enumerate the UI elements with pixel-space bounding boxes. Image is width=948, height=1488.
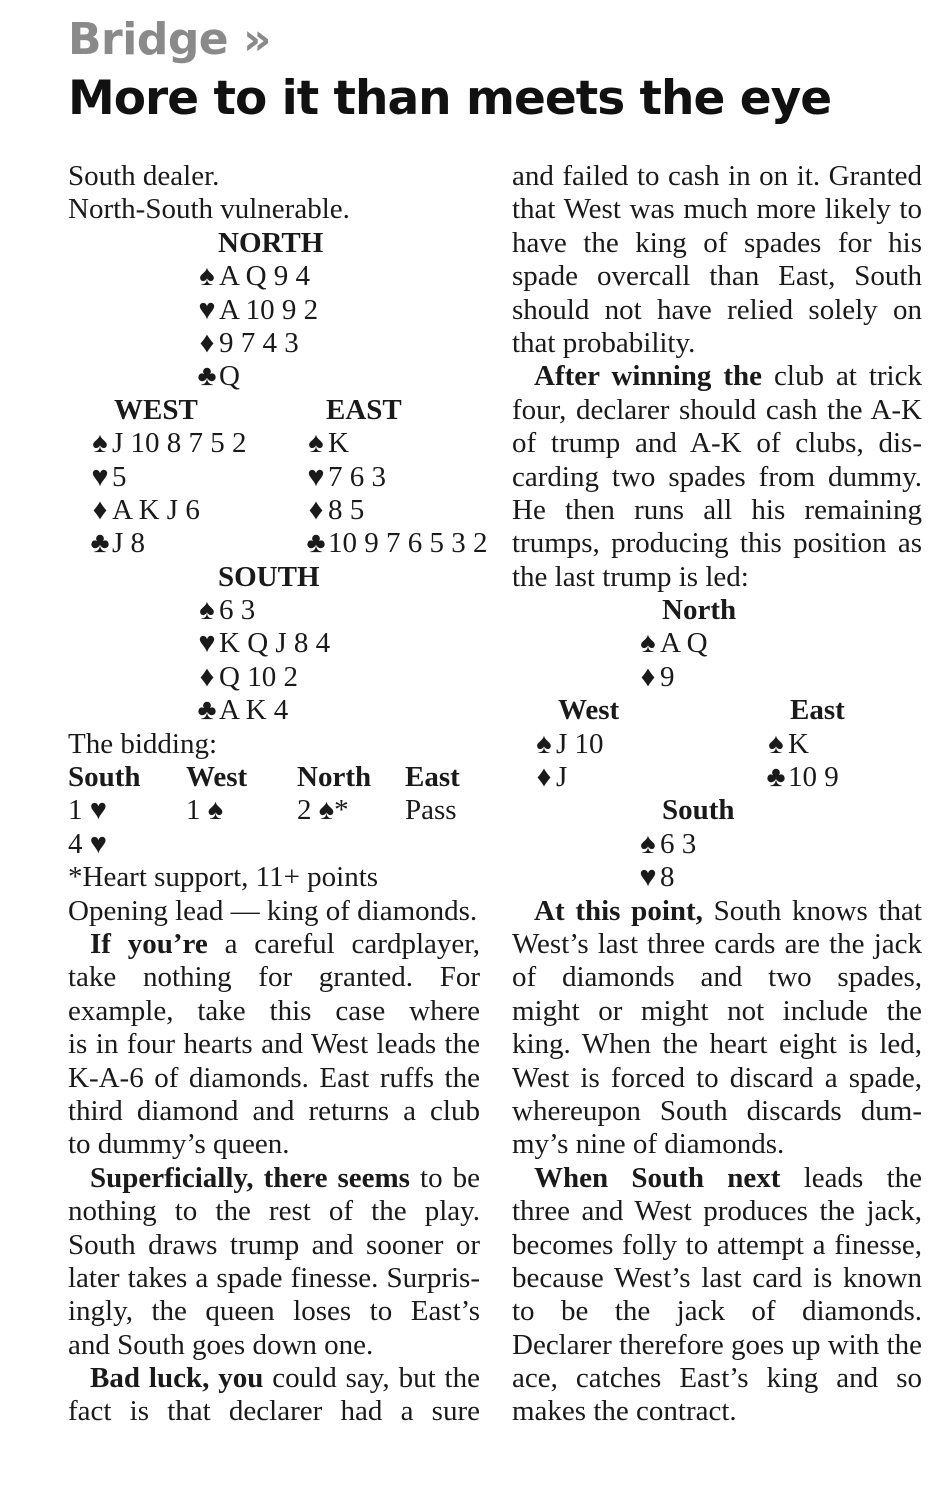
text-run: leads the [803, 1161, 922, 1194]
south-spades [68, 594, 480, 627]
text-run: four, declarer should cash the A-K [512, 393, 922, 426]
spade-icon: ♠ [92, 427, 108, 460]
text-run: take nothing for granted. For [68, 961, 480, 994]
text-line [68, 1262, 480, 1295]
text-run: and South goes down one. [68, 1328, 374, 1361]
text-line [512, 1329, 922, 1362]
spade-icon: ♠ [768, 727, 784, 760]
east-spades-cards: K [328, 427, 349, 460]
text-line [512, 394, 922, 427]
text-run: carding two spades from dummy. [512, 460, 922, 493]
text-line [512, 160, 922, 193]
position-west-east-labels [512, 694, 922, 727]
lead-in: When South next [534, 1161, 781, 1194]
text-run: is in four hearts and West leads the [68, 1028, 480, 1061]
bid-cell: 1 ♠ [186, 794, 224, 827]
text-line [512, 1095, 922, 1128]
text-line [68, 1162, 480, 1195]
text-run: a careful cardplayer, [224, 927, 480, 960]
diamond-icon: ♦ [199, 660, 215, 693]
article-body-right-bottom [512, 895, 922, 1429]
text-line [68, 995, 480, 1028]
position-south-hearts [512, 861, 922, 894]
text-line [512, 294, 922, 327]
lead-in: At this point, [534, 894, 703, 927]
vulnerability-line: North-South vulnerable. [68, 193, 350, 226]
north-label: NORTH [218, 226, 324, 259]
text-run: trumps, producing this position as [512, 527, 922, 560]
north-diamonds [68, 327, 480, 360]
text-line [512, 360, 922, 393]
text-run: West is forced to discard a spade, [512, 1061, 922, 1094]
heart-icon: ♥ [91, 460, 109, 493]
south-diamonds [68, 661, 480, 694]
text-line [512, 1262, 922, 1295]
left-column [68, 160, 488, 1429]
club-icon: ♣ [766, 761, 786, 794]
bid-header-east: East [405, 761, 460, 794]
position-we-spades [512, 728, 922, 761]
lead-in: Bad luck, you [90, 1362, 264, 1395]
position-east: East [790, 694, 845, 727]
text-run: have the king of spades for his [512, 226, 922, 259]
text-line [512, 1362, 922, 1395]
text-run: spade overcall than East, South [512, 260, 922, 293]
section-kicker: Bridge » [68, 14, 271, 65]
text-line [68, 1295, 480, 1328]
text-run: three and West produces the jack, [512, 1195, 922, 1228]
text-run: that West was much more likely to [512, 193, 922, 226]
page-title: More to it than meets the eye [68, 71, 832, 126]
text-line [512, 227, 922, 260]
text-run: to dummy’s queen. [68, 1128, 290, 1161]
bid-header-north: North [297, 761, 372, 794]
text-run: K-A-6 of diamonds. East ruffs the [68, 1061, 480, 1094]
text-line [512, 494, 922, 527]
bid-header-west: West [186, 761, 248, 794]
lead-in: Superficially, there seems [90, 1161, 410, 1194]
text-line [512, 427, 922, 460]
west-east-spades [68, 427, 480, 460]
position-we-minors [512, 761, 922, 794]
spade-icon: ♠ [199, 594, 215, 627]
text-run: of diamonds and two spades, [512, 961, 922, 994]
text-line [68, 961, 480, 994]
text-run: ingly, the queen loses to East’s [68, 1295, 480, 1328]
opening-lead: Opening lead — king of diamonds. [68, 894, 478, 927]
text-line [68, 1362, 480, 1395]
text-line [512, 1195, 922, 1228]
diamond-icon: ♦ [536, 761, 552, 794]
position-south: South [662, 794, 735, 827]
text-run: third diamond and returns a club [68, 1094, 480, 1127]
diamond-icon: ♦ [199, 326, 215, 359]
west-diamonds-cards: A K J 6 [112, 493, 200, 526]
north-hearts [68, 294, 480, 327]
north-hand-label [68, 227, 480, 260]
position-north: North [662, 594, 737, 627]
east-clubs-cards: 10 9 7 6 5 3 2 [328, 527, 488, 560]
bidding-title: The bidding: [68, 727, 218, 760]
west-east-labels [68, 394, 480, 427]
text-line [68, 1028, 480, 1061]
position-west-diamonds-cards: J [556, 761, 568, 794]
club-icon: ♣ [197, 694, 217, 727]
diamond-icon: ♦ [92, 493, 108, 526]
text-run: king. When the heart eight is led, [512, 1028, 922, 1061]
bid-header-south: South [68, 761, 141, 794]
text-line [68, 1395, 480, 1428]
position-south-spades [512, 828, 922, 861]
bidding-header-row [68, 761, 480, 794]
dealer-line: South dealer. [68, 160, 220, 192]
text-line [512, 1295, 922, 1328]
south-hand-label [68, 561, 480, 594]
text-run: whereupon South discards dum- [512, 1094, 922, 1127]
west-hearts-cards: 5 [112, 460, 127, 493]
bid-cell: 4 ♥ [68, 827, 107, 860]
bidding-note: *Heart support, 11+ points [68, 861, 379, 894]
text-line [68, 1329, 480, 1362]
text-run: example, take this case where [68, 994, 480, 1027]
position-west: West [558, 694, 620, 727]
west-east-clubs [68, 527, 488, 560]
position-north-diamonds-cards: 9 [660, 660, 675, 693]
text-run: and failed to cash in on it. Granted [512, 160, 922, 192]
right-column [512, 160, 922, 1429]
north-clubs-cards: Q [219, 360, 240, 393]
text-run: to be the jack of diamonds. [512, 1295, 922, 1328]
north-spades [68, 260, 480, 293]
text-line [512, 995, 922, 1028]
north-diamonds-cards: 9 7 4 3 [219, 326, 299, 359]
bidding-row [68, 794, 480, 827]
text-line [512, 327, 922, 360]
bid-cell: 2 ♠* [297, 794, 349, 827]
position-north-diamonds [512, 661, 922, 694]
heart-icon: ♥ [198, 627, 216, 660]
position-east-clubs-cards: 10 9 [788, 761, 839, 794]
text-run: to be [409, 1161, 480, 1194]
club-icon: ♣ [90, 527, 110, 560]
text-run: Declarer therefore goes up with the [512, 1328, 922, 1361]
south-hearts-cards: K Q J 8 4 [219, 627, 331, 660]
article-body-right-top [512, 160, 922, 594]
west-east-hearts [68, 461, 480, 494]
text-run: might or might not include the [512, 994, 922, 1027]
spade-icon: ♠ [640, 627, 656, 660]
west-spades-cards: J 10 8 7 5 2 [112, 427, 247, 460]
text-run: could say, but the [263, 1362, 480, 1395]
text-line [512, 928, 922, 961]
text-line [68, 928, 480, 961]
west-clubs-cards: J 8 [112, 527, 146, 560]
text-line [68, 1195, 480, 1228]
article-body-left [68, 928, 480, 1429]
south-spades-cards: 6 3 [219, 594, 256, 627]
text-line [512, 1395, 922, 1428]
text-line [512, 1028, 922, 1061]
south-diamonds-cards: Q 10 2 [219, 660, 298, 693]
spade-icon: ♠ [640, 827, 656, 860]
text-run: He then runs all his remaining [512, 493, 922, 526]
text-run: West’s last three cards are the jack [512, 927, 922, 960]
text-run: the last trump is led: [512, 560, 749, 593]
text-line [512, 527, 922, 560]
south-clubs [68, 694, 480, 727]
text-line [512, 461, 922, 494]
position-north-spades-cards: A Q [660, 627, 708, 660]
position-south-spades-cards: 6 3 [660, 827, 697, 860]
club-icon: ♣ [197, 360, 217, 393]
text-line [68, 1095, 480, 1128]
east-hearts-cards: 7 6 3 [328, 460, 386, 493]
text-run: club at trick [762, 360, 922, 393]
text-line [512, 1128, 922, 1161]
text-line [512, 260, 922, 293]
text-line [512, 193, 922, 226]
north-clubs [68, 360, 480, 393]
text-run: becomes folly to attempt a finesse, [512, 1228, 922, 1261]
west-east-diamonds [68, 494, 480, 527]
text-run: of trump and A-K of clubs, dis- [512, 427, 922, 460]
text-line [68, 1229, 480, 1262]
south-clubs-cards: A K 4 [219, 694, 289, 727]
diamond-icon: ♦ [640, 660, 656, 693]
spade-icon: ♠ [199, 260, 215, 293]
north-spades-cards: A Q 9 4 [219, 260, 311, 293]
heart-icon: ♥ [198, 293, 216, 326]
position-north-spades [512, 627, 922, 660]
heart-icon: ♥ [307, 460, 325, 493]
text-run: because West’s last card is known [512, 1261, 922, 1294]
text-line [512, 1162, 922, 1195]
south-label: SOUTH [218, 560, 320, 593]
text-run: fact is that declarer had a sure [68, 1395, 480, 1428]
north-hearts-cards: A 10 9 2 [219, 293, 319, 326]
text-run: that probability. [512, 326, 696, 359]
east-label: EAST [326, 393, 402, 426]
text-run: makes the contract. [512, 1395, 737, 1428]
club-icon: ♣ [306, 527, 326, 560]
lead-in: If you’re [90, 927, 208, 960]
text-run: South draws trump and sooner or [68, 1228, 480, 1261]
text-line [68, 1062, 480, 1095]
text-run: South knows that [702, 894, 922, 927]
text-line [512, 961, 922, 994]
position-east-spades-cards: K [788, 727, 809, 760]
text-run: nothing to the rest of the play. [68, 1195, 480, 1228]
position-south-label [512, 794, 922, 827]
lead-in: After winning the [534, 360, 763, 393]
spade-icon: ♠ [308, 427, 324, 460]
spade-icon: ♠ [536, 727, 552, 760]
bid-cell: 1 ♥ [68, 794, 107, 827]
bidding-row [68, 828, 480, 861]
position-south-hearts-cards: 8 [660, 861, 675, 894]
text-line [512, 1229, 922, 1262]
text-line [512, 561, 922, 594]
text-run: later takes a spade finesse. Surpris- [68, 1261, 480, 1294]
text-run: should not have relied solely on [512, 293, 922, 326]
position-north-label [512, 594, 922, 627]
diamond-icon: ♦ [308, 493, 324, 526]
position-west-spades-cards: J 10 [556, 727, 604, 760]
text-run: ace, catches East’s king and so [512, 1362, 922, 1395]
text-line [68, 1128, 480, 1161]
text-run: my’s nine of diamonds. [512, 1128, 785, 1161]
east-diamonds-cards: 8 5 [328, 493, 365, 526]
west-label: WEST [114, 393, 198, 426]
south-hearts [68, 627, 480, 660]
text-line [512, 895, 922, 928]
text-line [512, 1062, 922, 1095]
heart-icon: ♥ [639, 861, 657, 894]
bid-cell: Pass [405, 794, 457, 827]
